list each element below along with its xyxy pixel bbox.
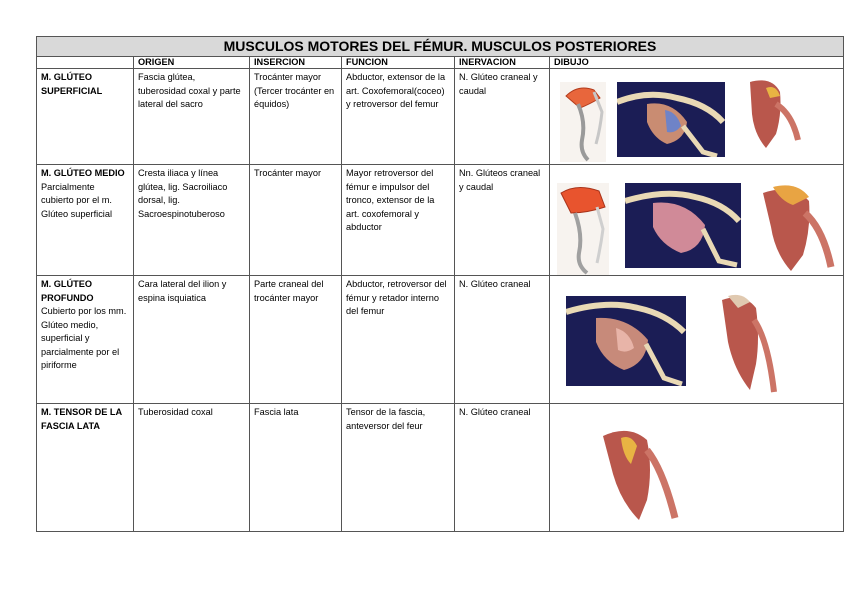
funcion-cell: Abductor, retroversor del fémur y retador interno del femur [342,276,455,404]
muscle-name: M. GLÚTEO SUPERFICIAL [41,72,103,96]
inervacion-cell: N. Glúteo craneal y caudal [455,69,550,165]
tensor-fascia-lata-limb-icon [595,420,681,522]
gluteus-medius-highlight-icon [557,183,609,275]
gluteus-profundus-dog-icon [566,296,686,386]
dibujo-cell [550,165,844,276]
inervacion-cell: N. Glúteo craneal [455,404,550,532]
header-funcion: FUNCION [342,57,455,69]
gluteus-medius-limb-icon [753,179,839,275]
muscle-name: M. TENSOR DE LA FASCIA LATA [41,407,122,431]
muscle-table [36,36,844,532]
muscle-name: M. GLÚTEO MEDIO [41,168,125,178]
muscle-name-cell [37,69,134,165]
gluteus-profundus-limb-icon [716,290,778,396]
header-origen: ORIGEN [134,57,250,69]
header-inervacion: INERVACION [455,57,550,69]
insercion-cell: Trocánter mayor (Tercer trocánter en équidos) [250,69,342,165]
origen-cell: Fascia glútea, tuberosidad coxal y parte lateral del sacro [134,69,250,165]
header-dibujo: DIBUJO [550,57,844,69]
gluteus-superficial-limb-icon [736,74,806,152]
header-name [37,57,134,69]
dibujo-cell [550,404,844,532]
funcion-cell: Mayor retroversor del fémur e impulsor del tronco, extensor de la art. coxofemoral y abductor [342,165,455,276]
table-row [37,69,844,165]
header-insercion: INSERCION [250,57,342,69]
table-row [37,276,844,404]
gluteus-superficial-dog-icon [617,82,725,157]
gluteus-medius-dog-icon [625,183,741,268]
insercion-cell: Fascia lata [250,404,342,532]
table-title: MUSCULOS MOTORES DEL FÉMUR. MUSCULOS POSTERIORES [37,37,844,57]
origen-cell: Cresta iliaca y línea glútea, lig. Sacroiliaco dorsal, lig. Sacroespinotuberoso [134,165,250,276]
table-row [37,404,844,532]
muscle-note: Parcialmente cubierto por el m. Glúteo superficial [41,181,112,219]
muscle-note: Cubierto por los mm. Glúteo medio, superficial y parcialmente por el piriforme [41,306,127,370]
funcion-cell: Abductor, extensor de la art. Coxofemoral(coceo) y retroversor del femur [342,69,455,165]
table-row [37,165,844,276]
muscle-name-cell [37,276,134,404]
dibujo-cell [550,69,844,165]
funcion-cell: Tensor de la fascia, anteversor del feur [342,404,455,532]
muscle-table-sheet [36,36,843,532]
dibujo-cell [550,276,844,404]
muscle-name-cell [37,404,134,532]
insercion-cell: Parte craneal del trocánter mayor [250,276,342,404]
origen-cell: Tuberosidad coxal [134,404,250,532]
inervacion-cell: N. Glúteo craneal [455,276,550,404]
origen-cell: Cara lateral del ilion y espina isquiatica [134,276,250,404]
gluteus-superficial-highlight-icon [560,82,606,162]
muscle-name-cell [37,165,134,276]
muscle-name: M. GLÚTEO PROFUNDO [41,279,94,303]
inervacion-cell: Nn. Glúteos craneal y caudal [455,165,550,276]
insercion-cell: Trocánter mayor [250,165,342,276]
